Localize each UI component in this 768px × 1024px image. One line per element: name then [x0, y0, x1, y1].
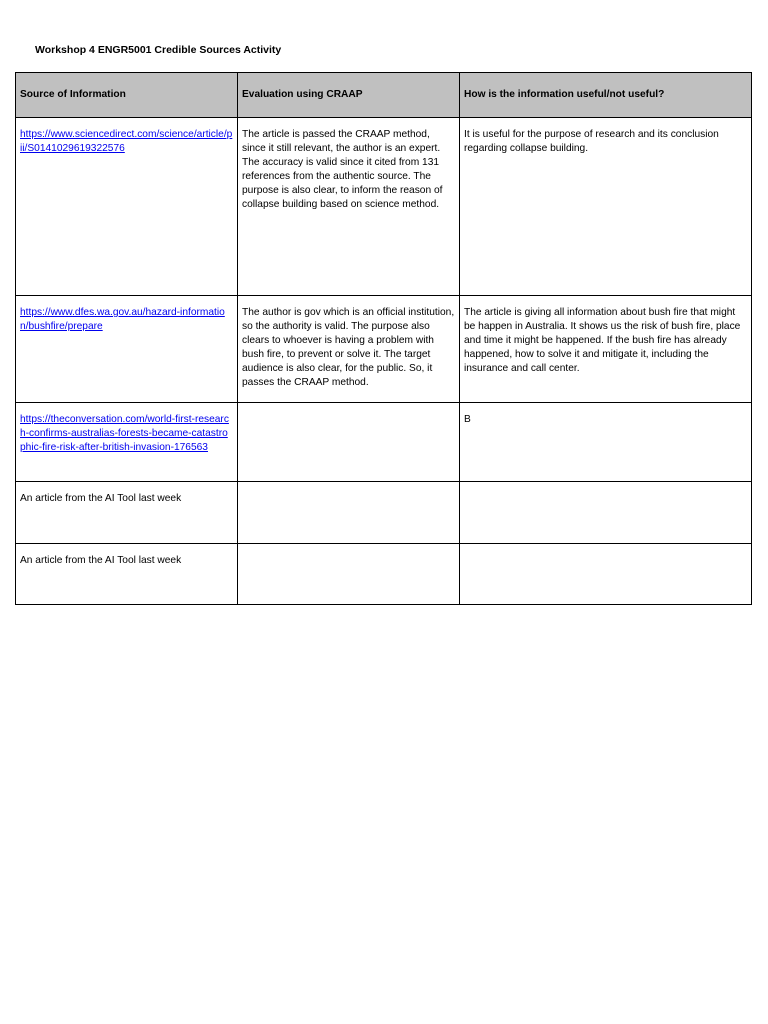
header-usefulness: How is the information useful/not useful? [460, 73, 752, 118]
header-evaluation: Evaluation using CRAAP [238, 73, 460, 118]
table-row [16, 296, 752, 403]
table-row [16, 544, 752, 605]
usefulness-cell [460, 544, 752, 605]
evaluation-cell [238, 482, 460, 544]
usefulness-cell: It is useful for the purpose of research and its conclusion regarding collapse building. [460, 118, 752, 296]
table-row [16, 482, 752, 544]
source-cell: An article from the AI Tool last week [16, 544, 238, 605]
document-title: Workshop 4 ENGR5001 Credible Sources Activity [35, 44, 282, 56]
source-link[interactable]: https://www.sciencedirect.com/science/article/pii/S0141029619322576 [20, 129, 233, 154]
evaluation-cell [238, 544, 460, 605]
source-cell [16, 296, 238, 403]
usefulness-cell [460, 482, 752, 544]
source-link[interactable]: https://theconversation.com/world-first-research-confirms-australias-forests-became-catastrophic-fire-risk-after-british-invasion-176563 [20, 414, 229, 453]
table-header-row [16, 73, 752, 118]
table-row [16, 118, 752, 296]
source-cell [16, 403, 238, 482]
evaluation-cell [238, 403, 460, 482]
source-cell [16, 118, 238, 296]
evaluation-cell: The article is passed the CRAAP method, since it still relevant, the author is an expert. The accuracy is valid since it cited from 131 references from the authentic source. The purpose is also clear, to inform the reason of collapse building based on science method. [238, 118, 460, 296]
usefulness-cell: The article is giving all information about bush fire that might be happen in Australia. It shows us the risk of bush fire, place and time it might be happened. If the bush fire has already happened, how to solve it and mitigate it, including the insurance and call center. [460, 296, 752, 403]
sources-table [15, 72, 752, 605]
evaluation-cell: The author is gov which is an official institution, so the authority is valid. The purpose also clears to whoever is having a problem with bush fire, to prevent or solve it. The target audience is also clear, for the public. So, it passes the CRAAP method. [238, 296, 460, 403]
usefulness-cell: B [460, 403, 752, 482]
source-cell: An article from the AI Tool last week [16, 482, 238, 544]
source-link[interactable]: https://www.dfes.wa.gov.au/hazard-information/bushfire/prepare [20, 307, 225, 332]
header-source: Source of Information [16, 73, 238, 118]
table-row [16, 403, 752, 482]
